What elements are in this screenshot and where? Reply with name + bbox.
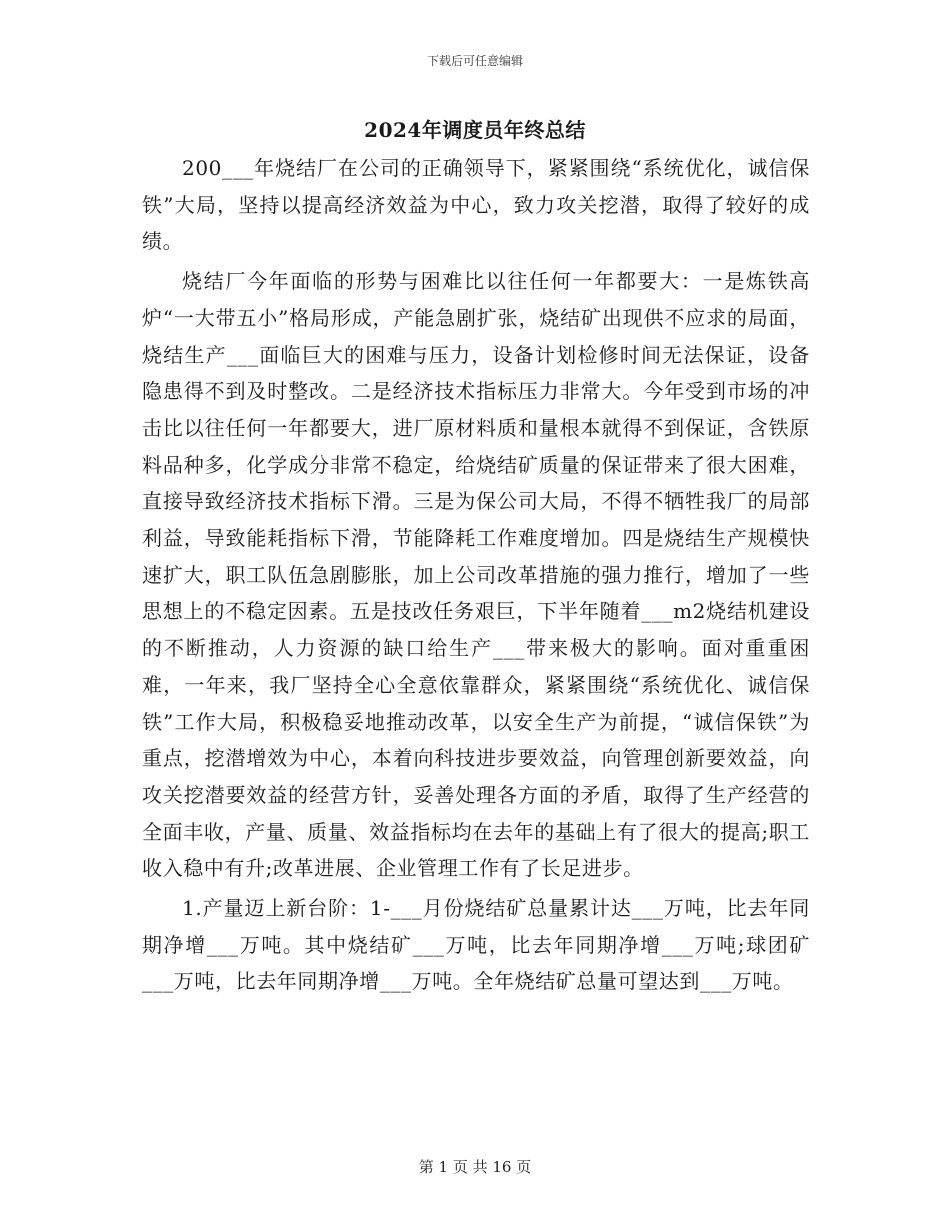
document-title: 2024年调度员年终总结 (364, 118, 586, 142)
paragraph-intro: 200___年烧结厂在公司的正确领导下，紧紧围绕“系统优化，诚信保铁”大局，坚持以提高经济效益为中心，致力攻关挖潜，取得了较好的成绩。 (142, 156, 810, 254)
paragraph-output: 1.产量迈上新台阶：1-___月份烧结矿总量累计达___万吨，比去年同期净增___万吨。其中烧结矿___万吨，比去年同期净增___万吨;球团矿___万吨，比去年同期净增___万吨。全年烧结矿总量可望达到___万吨。 (142, 896, 810, 994)
paragraph-situation: 烧结厂今年面临的形势与困难比以往任何一年都要大：一是炼铁高炉“一大带五小”格局形成，产能急剧扩张，烧结矿出现供不应求的局面，烧结生产___面临巨大的困难与压力，设备计划检修时间无法保证，设备隐患得不到及时整改。二是经济技术指标压力非常大。今年受到市场的冲击比以往任何一年都要大，进厂原材料质和量根本就得不到保证，含铁原料品种多，化学成分非常不稳定，给烧结矿质量的保证带来了很大困难，直接导致经济技术指标下滑。三是为保公司大局，不得不牺牲我厂的局部利益，导致能耗指标下滑，节能降耗工作难度增加。四是烧结生产规模快速扩大，职工队伍急剧膨胀，加上公司改革措施的强力推行，增加了一些思想上的不稳定因素。五是技改任务艰巨，下半年随着___m2烧结机建设的不断推动，人力资源的缺口给生产___带来极大的影响。面对重重困难，一年来，我厂坚持全心全意依靠群众，紧紧围绕“系统优化、诚信保铁”工作大局，积极稳妥地推动改革，以安全生产为前提，“诚信保铁”为重点，挖潜增效为中心，本着向科技进步要效益，向管理创新要效益，向攻关挖潜要效益的经营方针，妥善处理各方面的矛盾，取得了生产经营的全面丰收，产量、质量、效益指标均在去年的基础上有了很大的提高;职工收入稳中有升;改革进展、企业管理工作有了长足进步。 (142, 269, 810, 881)
page-number: 第 1 页 共 16 页 (418, 1158, 532, 1176)
header-note: 下载后可任意编辑 (426, 54, 523, 68)
document-body (142, 150, 810, 1003)
